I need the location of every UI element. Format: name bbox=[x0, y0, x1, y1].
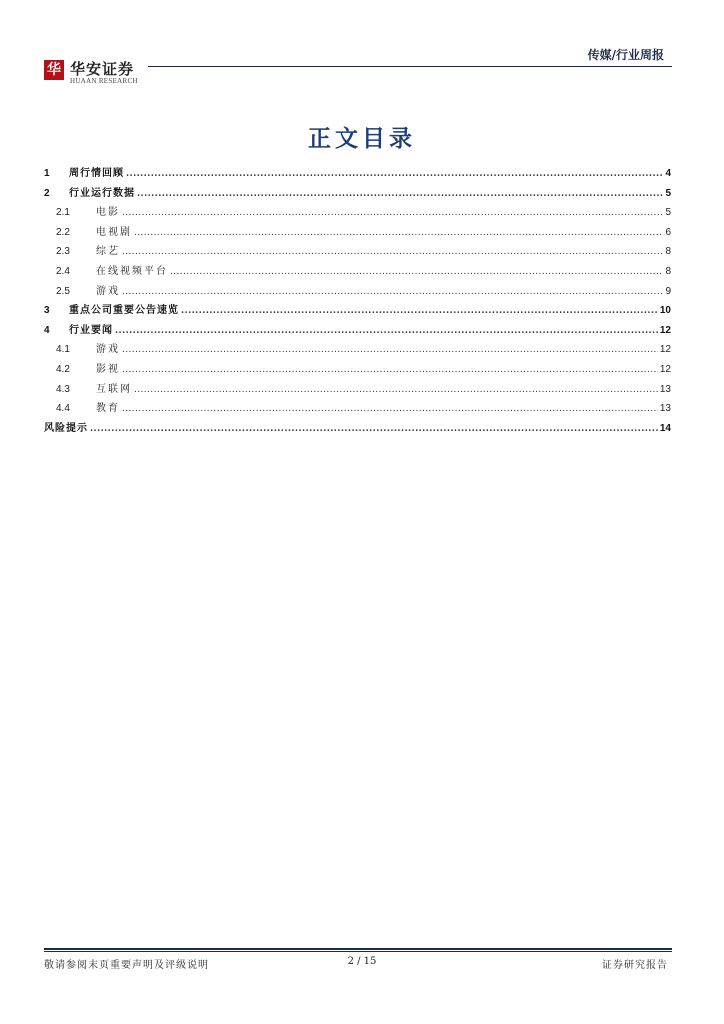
toc-dot-leader bbox=[170, 267, 663, 277]
toc-dot-leader bbox=[122, 208, 663, 218]
toc-entry-number: 4.4 bbox=[56, 403, 70, 415]
toc-dot-leader bbox=[122, 404, 658, 414]
toc-entry-page: 14 bbox=[659, 422, 671, 434]
toc-entry-label: 游戏 bbox=[96, 344, 120, 356]
toc-entry[interactable] bbox=[44, 203, 671, 223]
toc-entry-label: 影视 bbox=[96, 363, 120, 375]
toc-entry-page: 10 bbox=[659, 305, 671, 317]
toc-entry[interactable] bbox=[44, 301, 671, 321]
toc-entry-page: 6 bbox=[665, 226, 671, 238]
toc-entry[interactable] bbox=[44, 399, 671, 419]
toc-entry-page: 8 bbox=[665, 246, 671, 258]
toc-dot-leader bbox=[115, 326, 658, 336]
toc-dot-leader bbox=[137, 189, 663, 199]
toc-entry[interactable] bbox=[44, 380, 671, 400]
footer-disclaimer: 敬请参阅末页重要声明及评级说明 bbox=[44, 960, 209, 971]
toc-entry[interactable] bbox=[44, 340, 671, 360]
toc-entry-label: 周行情回顾 bbox=[69, 168, 124, 179]
table-of-contents bbox=[44, 164, 671, 438]
toc-dot-leader bbox=[181, 306, 658, 316]
toc-entry-number: 4.3 bbox=[56, 383, 70, 395]
toc-entry[interactable] bbox=[44, 321, 671, 341]
toc-entry-number: 2 bbox=[44, 187, 50, 199]
toc-entry-number: 4.1 bbox=[56, 344, 70, 356]
toc-entry-label: 综艺 bbox=[96, 246, 120, 258]
toc-entry-label: 电视剧 bbox=[96, 226, 132, 238]
toc-entry-page: 12 bbox=[659, 324, 671, 336]
toc-entry-label: 电影 bbox=[96, 207, 120, 219]
toc-entry[interactable] bbox=[44, 164, 671, 184]
footer-divider-thin bbox=[44, 951, 672, 952]
toc-entry[interactable] bbox=[44, 242, 671, 262]
toc-entry-number: 2.4 bbox=[56, 265, 70, 277]
toc-entry-page: 13 bbox=[659, 383, 671, 395]
toc-entry-page: 4 bbox=[665, 168, 671, 179]
toc-entry-number: 2.2 bbox=[56, 226, 70, 238]
logo-seal-icon: 华 bbox=[44, 60, 64, 80]
toc-entry-number: 2.3 bbox=[56, 246, 70, 258]
toc-entry[interactable] bbox=[44, 360, 671, 380]
header-logo bbox=[44, 58, 144, 88]
toc-dot-leader bbox=[122, 247, 663, 257]
toc-entry[interactable] bbox=[44, 184, 671, 204]
page-indicator: 2 / 15 bbox=[347, 956, 377, 967]
toc-entry-number: 1 bbox=[44, 168, 50, 179]
toc-dot-leader bbox=[122, 345, 658, 355]
toc-entry-label: 在线视频平台 bbox=[96, 265, 168, 277]
toc-entry[interactable] bbox=[44, 282, 671, 302]
toc-entry-page: 9 bbox=[665, 285, 671, 297]
toc-entry-page: 12 bbox=[659, 344, 671, 356]
toc-entry-label: 游戏 bbox=[96, 285, 120, 297]
toc-entry[interactable] bbox=[44, 262, 671, 282]
toc-dot-leader bbox=[122, 287, 663, 297]
toc-title: 正文目录 bbox=[308, 126, 416, 152]
logo-name: 华安证券 bbox=[70, 60, 135, 78]
toc-dot-leader bbox=[134, 228, 663, 238]
toc-entry-label: 行业要闻 bbox=[69, 324, 113, 336]
toc-entry-number: 2.5 bbox=[56, 285, 70, 297]
toc-entry[interactable] bbox=[44, 419, 671, 439]
toc-entry-number: 4 bbox=[44, 324, 50, 336]
toc-dot-leader bbox=[126, 169, 663, 179]
toc-dot-leader bbox=[134, 385, 658, 395]
header-divider bbox=[148, 66, 672, 67]
toc-entry-label: 行业运行数据 bbox=[69, 187, 135, 199]
toc-entry-number: 2.1 bbox=[56, 207, 70, 219]
toc-entry-page: 5 bbox=[665, 207, 671, 219]
toc-entry-label: 互联网 bbox=[96, 383, 132, 395]
toc-entry[interactable] bbox=[44, 223, 671, 243]
report-category: 传媒/行业周报 bbox=[587, 48, 664, 62]
toc-dot-leader bbox=[122, 365, 658, 375]
toc-entry-label: 重点公司重要公告速览 bbox=[69, 305, 179, 317]
toc-entry-page: 5 bbox=[665, 187, 671, 199]
toc-entry-page: 8 bbox=[665, 265, 671, 277]
footer-divider bbox=[44, 948, 672, 950]
logo-english-name: HUAAN RESEARCH bbox=[70, 77, 138, 85]
toc-entry-page: 13 bbox=[659, 403, 671, 415]
toc-entry-label: 教育 bbox=[96, 403, 120, 415]
toc-dot-leader bbox=[90, 424, 658, 434]
toc-entry-number: 4.2 bbox=[56, 363, 70, 375]
toc-entry-page: 12 bbox=[659, 363, 671, 375]
toc-entry-label: 风险提示 bbox=[44, 422, 88, 434]
toc-entry-number: 3 bbox=[44, 305, 50, 317]
footer-doc-type: 证券研究报告 bbox=[602, 960, 668, 971]
